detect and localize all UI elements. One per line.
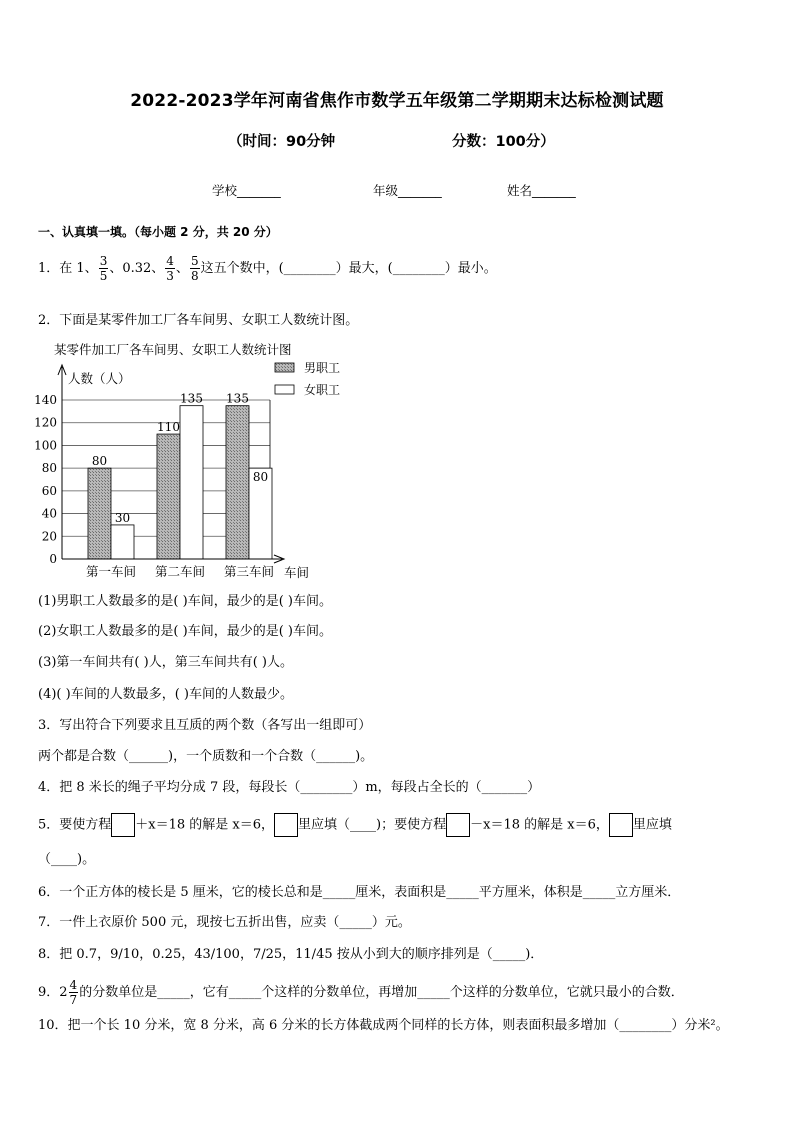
x-tick-label: 第三车间 (223, 564, 275, 579)
question-2-part-1: (1)男职工人数最多的是( )车间，最少的是( )车间。 (38, 594, 332, 609)
y-tick-label: 120 (34, 415, 57, 430)
data-label-female: 135 (180, 391, 203, 406)
answer-box[interactable] (446, 813, 470, 837)
fraction-4-3: $\frac{4}{3}$ (166, 254, 174, 283)
question-6: 6．一个正方体的棱长是 5 厘米，它的棱长总和是_____厘米，表面积是_____平方厘米，体积是_____立方厘米． (38, 885, 681, 900)
question-8: 8．把 0.7，9/10，0.25，43/100，7/25，11/45 按从小到大的顺序排列是（_____)． (38, 947, 544, 962)
bar-male (157, 434, 180, 559)
data-label-male: 110 (157, 420, 180, 435)
question-3: 3．写出符合下列要求且互质的两个数（各写出一组即可） (38, 718, 372, 733)
question-2-part-3: (3)第一车间共有( )人，第三车间共有( )人。 (38, 655, 293, 670)
y-tick-label: 0 (49, 552, 57, 566)
chart-title: 某零件加工厂各车间男、女职工人数统计图 (54, 342, 292, 357)
x-tick-label: 第一车间 (85, 564, 137, 579)
x-axis-label: 车间 (284, 565, 310, 580)
legend-swatch-female (275, 385, 294, 394)
fraction-5-8: $\frac{5}{8}$ (190, 254, 199, 283)
y-tick-label: 140 (34, 393, 57, 407)
y-tick-label: 60 (41, 483, 57, 498)
question-3-line-2: 两个都是合数（______)，一个质数和一个合数（______)。 (38, 749, 374, 764)
bar-female (180, 406, 203, 559)
legend-swatch-male (275, 363, 294, 372)
question-5-line-2: （____)。 (38, 852, 96, 867)
data-label-female: 80 (252, 470, 269, 485)
data-label-female: 30 (114, 510, 131, 525)
y-tick-label: 80 (41, 461, 57, 476)
y-tick-label: 20 (41, 529, 57, 544)
question-7: 7．一件上衣原价 500 元，现按七五折出售，应卖（_____）元。 (38, 915, 411, 930)
bar-chart (30, 355, 341, 585)
data-label-male: 80 (91, 454, 108, 469)
question-10: 10．把一个长 10 分米，宽 8 分米，高 6 分米的长方体截成两个同样的长方体，则表面积最多增加（________）分米²。 (38, 1018, 729, 1033)
section-heading: 一、认真填一填。（每小题 2 分，共 20 分） (38, 225, 278, 239)
fraction-4-7: $\frac{4}{7}$ (69, 978, 78, 1007)
bar-female (111, 525, 134, 559)
exam-score: 分数：100分） (452, 134, 555, 150)
school-field[interactable]: 学校_______ (212, 183, 281, 198)
x-tick-label: 第二车间 (154, 564, 206, 579)
bar-male (226, 406, 249, 559)
question-2-part-4: (4)( )车间的人数最多，( )车间的人数最少。 (38, 687, 293, 702)
legend (275, 361, 340, 397)
question-5: 5．要使方程 ＋x＝18 的解是 x＝6， 里应填（____)；要使方程 －x＝18 的解是 x＝6， 里应填 (38, 813, 672, 837)
grade-field[interactable]: 年级_______ (373, 183, 442, 198)
question-2-part-2: (2)女职工人数最多的是( )车间，最少的是( )车间。 (38, 624, 332, 639)
data-label-male: 135 (226, 391, 249, 406)
question-4: 4．把 8 米长的绳子平均分成 7 段，每段长（________）m，每段占全长的（_______） (38, 780, 541, 795)
question-9: 9．2 $\frac{4}{7}$ 的分数单位是_____，它有_____个这样的分数单位，再增加_____个这样的分数单位，它就只最小的合数． (38, 978, 684, 1007)
bar-male (88, 468, 111, 559)
answer-box[interactable] (609, 813, 633, 837)
answer-box[interactable] (274, 813, 298, 837)
question-1: 1．在 1、 $\frac{3}{5}$ 、0.32、 $\frac{4}{3}$ 、 $\frac{5}{8}$ 这五个数中，(________）最大，(________）最小。 (38, 254, 497, 283)
fraction-3-5: $\frac{3}{5}$ (99, 254, 108, 283)
legend-label-female: 女职工 (304, 383, 341, 397)
answer-box[interactable] (111, 813, 135, 837)
y-tick-label: 40 (41, 506, 57, 521)
y-tick-label: 100 (34, 438, 57, 453)
name-field[interactable]: 姓名_______ (507, 183, 576, 198)
question-2: 2．下面是某零件加工厂各车间男、女职工人数统计图。 (38, 313, 359, 328)
y-axis-label: 人数（人） (68, 371, 131, 386)
page-title: 2022-2023学年河南省焦作市数学五年级第二学期期末达标检测试题 (130, 91, 664, 111)
exam-time: （时间：90分钟 (228, 134, 336, 150)
legend-label-male: 男职工 (304, 361, 341, 375)
